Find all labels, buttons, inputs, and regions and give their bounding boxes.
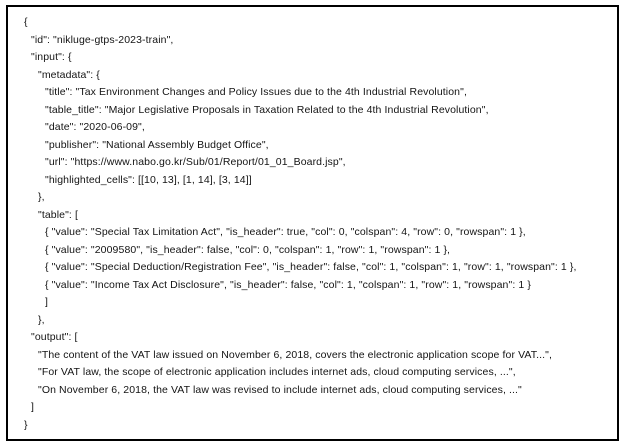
code-line: "table_title": "Major Legislative Proposals in Taxation Related to the 4th Industrial Revolution", [45, 103, 489, 116]
code-block [24, 14, 603, 433]
code-line: "On November 6, 2018, the VAT law was revised to include internet ads, cloud computing services, ..." [38, 383, 522, 396]
code-line: }, [38, 191, 45, 203]
code-line: "title": "Tax Environment Changes and Policy Issues due to the 4th Industrial Revolution", [45, 86, 467, 98]
code-line: "metadata": { [38, 68, 100, 81]
code-line: } [24, 418, 28, 431]
code-line: "The content of the VAT law issued on November 6, 2018, covers the electronic application scope for VAT...", [38, 348, 552, 361]
code-line: "publisher": "National Assembly Budget Office", [45, 138, 269, 151]
code-line: "table": [ [38, 208, 78, 221]
code-line: ] [31, 401, 35, 413]
code-line: { "value": "Special Tax Limitation Act", "is_header": true, "col": 0, "colspan": 4, "row": 0, "rowspan": 1 }, [45, 226, 526, 238]
code-line: { "value": "2009580", "is_header": false, "col": 0, "colspan": 1, "row": 1, "rowspan": 1 }, [45, 243, 451, 256]
code-line: "output": [ [31, 331, 78, 343]
code-line: { [24, 16, 28, 28]
code-line: { "value": "Income Tax Act Disclosure", "is_header": false, "col": 1, "colspan": 1, "row": 1, "rowspan": 1 } [45, 278, 531, 291]
code-line: "id": "nikluge-gtps-2023-train", [31, 33, 174, 46]
code-line: "date": "2020-06-09", [45, 121, 145, 133]
code-line: "For VAT law, the scope of electronic application includes internet ads, cloud computing services, ...", [38, 366, 516, 378]
code-line: "highlighted_cells": [[10, 13], [1, 14], [3, 14]] [45, 173, 252, 186]
code-line: }, [38, 313, 45, 326]
json-example-figure [6, 5, 619, 441]
code-line: "input": { [31, 51, 72, 63]
code-line: { "value": "Special Deduction/Registration Fee", "is_header": false, "col": 1, "colspan": 1, "row": 1, "rowspan": 1 }, [45, 261, 577, 273]
code-line: "url": "https://www.nabo.go.kr/Sub/01/Report/01_01_Board.jsp", [45, 156, 346, 168]
code-line: ] [45, 296, 49, 308]
